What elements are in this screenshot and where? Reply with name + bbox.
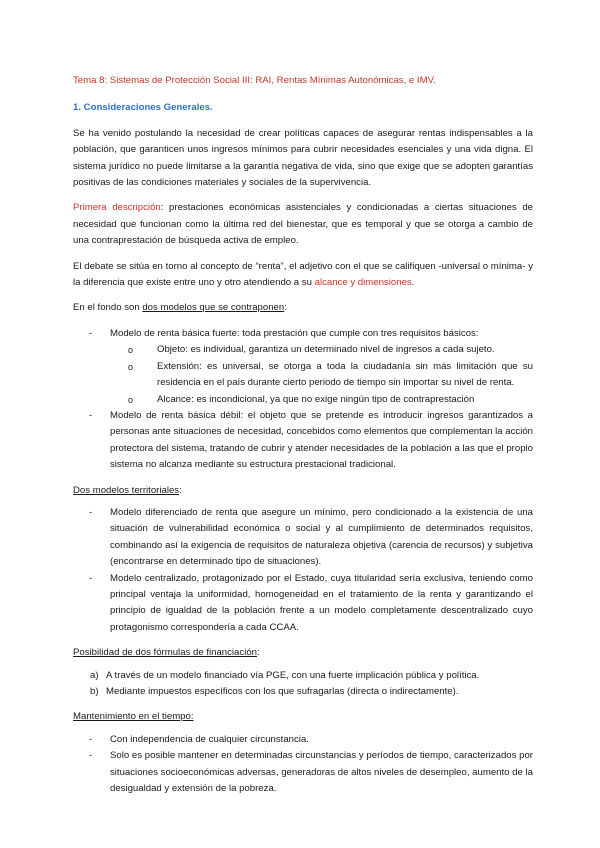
maintenance-heading: Mantenimiento en el tiempo: bbox=[73, 711, 194, 723]
financing-heading: Posibilidad de dos fórmulas de financiación bbox=[73, 647, 257, 659]
financing-marker-b: b) bbox=[90, 686, 99, 697]
debate-text: El debate se sitúa en torno al concepto de “renta”, el adjetivo con el que se califiquen -universal o mínima- y la diferencia que existe entre uno y otro atendiendo a su bbox=[73, 260, 533, 289]
territorial-heading-line bbox=[73, 483, 533, 499]
financing-heading-line bbox=[73, 645, 533, 661]
financing-text-b: Mediante impuestos específicos con los que sufragarlas (directa o indirectamente). bbox=[106, 686, 459, 697]
models-intro-prefix: En el fondo son bbox=[73, 302, 143, 314]
debate-highlight: alcance y dimensiones bbox=[314, 277, 412, 289]
debate-end: . bbox=[411, 277, 415, 289]
model-strong-text: Modelo de renta básica fuerte: toda prestación que cumple con tres requisitos básicos: bbox=[110, 327, 479, 339]
territorial-colon: : bbox=[179, 484, 182, 496]
models-intro-suffix: : bbox=[284, 302, 287, 314]
financing-colon: : bbox=[257, 647, 260, 659]
document-title: Tema 8: Sistemas de Protección Social III: RAI, Rentas Mínimas Autonómicas, e IMV. bbox=[73, 75, 436, 86]
document-body bbox=[73, 73, 533, 806]
list-item: o Extensión: es universal, se otorga a toda la ciudadanía sin más limitación que su residencia en el país durante cierto periodo de tiempo sin importar su nivel de renta. bbox=[110, 359, 533, 392]
intro-paragraph: Se ha venido postulando la necesidad de crear políticas capaces de asegurar rentas indispensables a la población, que garanticen unos ingresos mínimos para cubrir necesidades esenciales y una vida digna. El sistema jurídico no puede limitarse a la garantía negativa de vida, sino que exige que se adopten garantías positivas de las condiciones materiales y sociales de la supervivencia. bbox=[73, 127, 533, 189]
list-item: o Objeto: es individual, garantiza un determinado nivel de ingresos a cada sujeto. bbox=[110, 342, 533, 358]
list-item: - Solo es posible mantener en determinadas circunstancias y períodos de tiempo, caracterizados por situaciones socioeconómicas adversas, generadoras de altos niveles de desempleo, aumento de la desigualdad y extensión de la pobreza. bbox=[73, 748, 533, 797]
financing-text-a: A través de un modelo financiado vía PGE, con una fuerte implicación pública y política. bbox=[106, 669, 480, 681]
first-description-paragraph bbox=[73, 200, 533, 249]
list-item: - Modelo centralizado, protagonizado por el Estado, cuya titularidad sería exclusiva, teniendo como principal ventaja la uniformidad, homogeneidad en el tratamiento de la renta y garantizando el principio de igualdad de la población frente a un modelo completamente descentralizado cuyo protagonismo correspondería a cada CCAA. bbox=[73, 571, 533, 637]
financing-list bbox=[73, 668, 533, 701]
models-list bbox=[73, 326, 533, 474]
models-intro bbox=[73, 300, 533, 316]
maintenance-list bbox=[73, 732, 533, 798]
list-item bbox=[73, 326, 533, 408]
debate-paragraph bbox=[73, 259, 533, 292]
model-strong-sublist bbox=[110, 342, 533, 408]
list-item: - Con independencia de cualquier circunstancia. bbox=[73, 732, 533, 748]
financing-marker-a: a) bbox=[90, 669, 99, 681]
first-description-label: Primera descripción bbox=[73, 202, 161, 214]
list-item: - Modelo de renta básica débil: el objeto que se pretende es introducir ingresos garantizados a personas ante situaciones de necesidad, concebidos como elementos que complementan la acción protectora del sistema, tratando de cubrir y atender necesidades de la población a las que el propio sistema no alcanza mediante su estructura prestacional tradicional. bbox=[73, 408, 533, 474]
list-item bbox=[73, 684, 533, 700]
section-heading-general: 1. Consideraciones Generales. bbox=[73, 102, 213, 114]
first-description-text: : prestaciones económicas asistenciales y condicionadas a ciertas situaciones de necesidad que funcionan como la última red del bienestar, que es temporal y que se otorga a cambio de una contraprestación de búsqueda activa de empleo. bbox=[73, 202, 534, 247]
models-intro-underlined: dos modelos que se contraponen bbox=[142, 302, 285, 314]
territorial-heading: Dos modelos territoriales bbox=[73, 484, 180, 496]
list-item: - Modelo diferenciado de renta que asegure un mínimo, pero condicionado a la existencia de una situación de vulnerabilidad económica o social y al cumplimiento de determinados requisitos, combinando así la exigencia de requisitos de naturaleza objetiva (carencia de recursos) y subjetiva (encontrarse en determinado tipo de situaciones). bbox=[73, 505, 533, 571]
list-item: o Alcance: es incondicional, ya que no exige ningún tipo de contraprestación bbox=[110, 392, 533, 408]
list-item bbox=[73, 668, 533, 684]
territorial-list bbox=[73, 505, 533, 636]
